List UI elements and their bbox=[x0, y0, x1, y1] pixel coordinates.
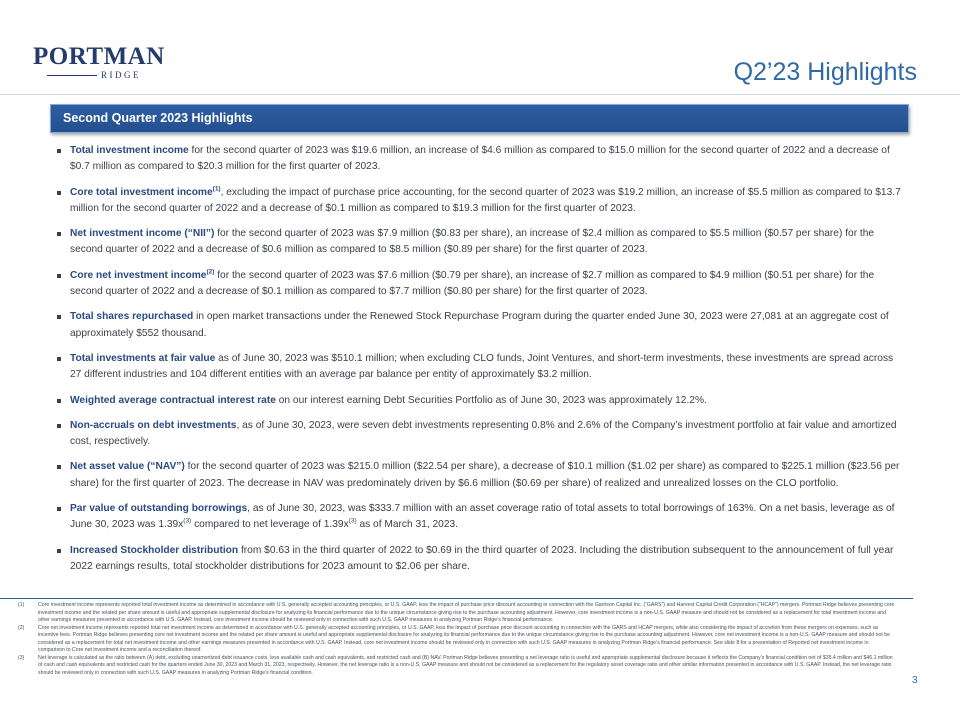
highlight-text: as of June 30, 2023 was $510.1 million; when excluding CLO funds, Joint Ventures, and short-term investments, these investments are spread across 27 different industries and 104 different entities with an average par balance per entity of approximately $3.2 million. bbox=[70, 352, 894, 381]
footnotes bbox=[15, 602, 895, 677]
highlight-lead: Increased Stockholder distribution bbox=[70, 544, 239, 556]
highlight-item bbox=[57, 393, 907, 409]
footnote-number: (1) bbox=[18, 602, 25, 608]
bullet-marker bbox=[57, 232, 61, 236]
footnote bbox=[15, 602, 895, 625]
section-banner-label: Second Quarter 2023 Highlights bbox=[63, 111, 253, 125]
footnote-number: (3) bbox=[18, 654, 25, 661]
footnote-ref: (3) bbox=[183, 517, 192, 525]
footnote-text: Core investment income represents reported total investment income as determined in accordance with U.S. generally accepted accounting principles, or U.S. GAAP, less the impact of purchase price discount accounting in connection with the Garrison Capital Inc. (“GARS”) and Harvest Capital Credit Corporation (“HCAP”) mergers. Portman Ridge believes presenting core investment income and the related per share amount is useful and appropriate supplemental disclosure for analyzing its financial performance due to the unique circumstance giving rise to the purchase accounting adjustment. However, core investment income is a non-U.S. GAAP measure and should not be considered as a replacement for total investment income and other earnings measures presented in accordance with U.S. GAAP. Instead, core investment income should be reviewed only in connection with such U.S. GAAP measures in analyzing Portman Ridge’s financial performance. bbox=[38, 602, 895, 623]
highlight-item bbox=[57, 143, 907, 176]
bullet-marker bbox=[57, 191, 61, 195]
bullet-marker bbox=[57, 315, 61, 319]
highlight-lead: Non-accruals on debt investments bbox=[70, 419, 237, 431]
logo-subword: RIDGE bbox=[101, 70, 141, 80]
header-divider bbox=[0, 94, 960, 95]
bullet-marker bbox=[57, 149, 61, 153]
highlight-text: as of March 31, 2023. bbox=[356, 519, 459, 531]
footnote-ref: (2) bbox=[206, 268, 215, 276]
page-title: Q2’23 Highlights bbox=[733, 58, 917, 86]
highlight-text: for the second quarter of 2023 was $19.6 million, an increase of $4.6 million as compared to $15.0 million for the second quarter of 2022 and a decrease of $0.7 million as compared to $20.3 million for the first quarter of 2023. bbox=[70, 145, 890, 173]
bullet-marker bbox=[57, 507, 61, 511]
highlight-lead: Par value of outstanding borrowings bbox=[70, 503, 248, 515]
highlight-text: , as of June 30, 2023, was $333.7 million with an asset coverage ratio of total assets to total borrowings of 163%. On a net basis, leverage as of June 30, 2023 was 1.39x bbox=[70, 503, 895, 531]
logo-rule bbox=[47, 75, 97, 76]
section-banner bbox=[50, 104, 909, 133]
highlight-item bbox=[57, 459, 907, 492]
highlight-item bbox=[57, 501, 907, 534]
highlight-lead: Net asset value (“NAV”) bbox=[70, 461, 185, 473]
footnote-divider bbox=[0, 598, 913, 599]
bullet-marker bbox=[57, 424, 61, 428]
footnote-ref: (1) bbox=[212, 185, 221, 193]
highlight-text: from $0.63 in the third quarter of 2022 to $0.69 in the third quarter of 2023. Including the distribution subsequent to the announcement of full year 2022 earnings results, total stockholder distributions for 2023 amount to $2.06 per share. bbox=[70, 544, 894, 572]
highlight-item bbox=[57, 226, 907, 259]
highlight-item bbox=[57, 351, 907, 384]
highlight-text: in open market transactions under the Renewed Stock Repurchase Program during the quarter ended June 30, 2023 were 27,081 at an aggregate cost of approximately $552 thousand. bbox=[70, 311, 889, 339]
highlight-text: , excluding the impact of purchase price accounting, for the second quarter of 2023 was $19.2 million, an increase of $5.5 million as compared to $13.7 million for the second quarter of 2022 and a decrease of $0.1 million as compared to $19.3 million for the first quarter of 2023. bbox=[70, 186, 901, 214]
highlight-text: for the second quarter of 2023 was $215.0 million ($22.54 per share), a decrease of $10.1 million ($1.02 per share) as compared to $225.1 million ($23.56 per share) for the first quarter of 2023. The decrease in NAV was predominately driven by $6.6 million ($0.69 per share) of realized and unrealized losses on the CLO portfolio. bbox=[70, 461, 900, 489]
bullet-marker bbox=[57, 399, 61, 403]
footnote-ref: (3) bbox=[348, 517, 357, 525]
highlight-lead: Core total investment income bbox=[70, 186, 213, 198]
highlight-item bbox=[57, 185, 907, 218]
bullet-marker bbox=[57, 549, 61, 553]
highlight-text: for the second quarter of 2023 was $7.9 million ($0.83 per share), an increase of $2.4 million as compared to $5.5 million ($0.57 per share) for the second quarter of 2022 and a decrease of $0.6 million as compared to $8.5 million ($0.89 per share) for the first quarter of 2023. bbox=[70, 228, 875, 256]
bullet-marker bbox=[57, 357, 61, 361]
footnote bbox=[15, 655, 895, 678]
highlight-item bbox=[57, 418, 907, 451]
footnote bbox=[15, 625, 895, 655]
highlight-item bbox=[57, 309, 907, 342]
company-logo bbox=[33, 43, 165, 80]
bullet-marker bbox=[57, 465, 61, 469]
footnote-text: Core net investment income represents reported total net investment income as determined in accordance with U.S. generally accepted accounting principles, or U.S. GAAP, less the impact of purchase price discount accounting in connection with the GARS and HCAP mergers, while also considering the impact of accretion from these mergers on expenses, such as incentive fees. Portman Ridge believes presenting core net investment income and the related per share amount is useful and appropriate supplemental disclosure for analyzing its financial performance due to the unique circumstance giving rise to the purchase accounting adjustment. However, core net investment income is a non-U.S. GAAP measure and should not be considered as a replacement for total net investment income and other earnings measures presented in accordance with U.S. GAAP. Instead, core net investment income should be reviewed only in connection with such U.S. GAAP measures in analyzing Portman Ridge’s financial performance. See slide 8 for a presentation of Reported net investment income in comparison to Core net investment income and a reconciliation thereof. bbox=[38, 624, 890, 653]
highlight-item bbox=[57, 543, 907, 576]
footnote-text: Net leverage is calculated as the ratio between (A) debt, excluding unamortized debt issuance costs, less available cash and cash equivalents, and restricted cash and (B) NAV. Portman Ridge believes presenting a net leverage ratio is useful and appropriate supplemental disclosure because it reflects the Company’s financial condition net of $35.4 million and $46.1 million of cash and cash equivalents and restricted cash for the quarters ended June 30, 2023 and March 31, 2023, respectively. However, the net leverage ratio is a non-U.S. GAAP measure and should not be considered as a replacement for the regulatory asset coverage ratio and other similar information presented in accordance with U.S. GAAP. Instead, the net leverage ratio should be reviewed only in connection with such U.S. GAAP measures in analyzing Portman Ridge’s financial condition. bbox=[38, 654, 893, 676]
page-number: 3 bbox=[912, 675, 918, 686]
logo-wordmark: PORTMAN bbox=[33, 43, 165, 70]
logo-subline bbox=[47, 69, 147, 81]
footnote-number: (2) bbox=[18, 624, 25, 631]
highlight-lead: Net investment income (“NII”) bbox=[70, 228, 215, 240]
highlight-text: for the second quarter of 2023 was $7.6 million ($0.79 per share), an increase of $2.7 million as compared to $4.9 million ($0.51 per share) for the second quarter of 2022 and a decrease of $0.1 million as compared to $7.7 million ($0.80 per share) for the first quarter of 2023. bbox=[70, 269, 875, 298]
highlight-lead: Weighted average contractual interest rate bbox=[70, 394, 276, 406]
highlight-lead: Total shares repurchased bbox=[70, 311, 194, 323]
highlights-list bbox=[57, 143, 907, 584]
highlight-lead: Total investment income bbox=[70, 145, 189, 156]
highlight-text: on our interest earning Debt Securities Portfolio as of June 30, 2023 was approximately 12.2%. bbox=[275, 394, 707, 406]
highlight-text: compared to net leverage of 1.39x bbox=[191, 519, 349, 531]
highlight-item bbox=[57, 268, 907, 301]
highlight-lead: Core net investment income bbox=[70, 269, 207, 281]
bullet-marker bbox=[57, 274, 61, 278]
highlight-text: , as of June 30, 2023, were seven debt investments representing 0.8% and 2.6% of the Company’s investment portfolio at fair value and amortized cost, respectively. bbox=[70, 419, 897, 448]
highlight-lead: Total investments at fair value bbox=[70, 352, 216, 364]
